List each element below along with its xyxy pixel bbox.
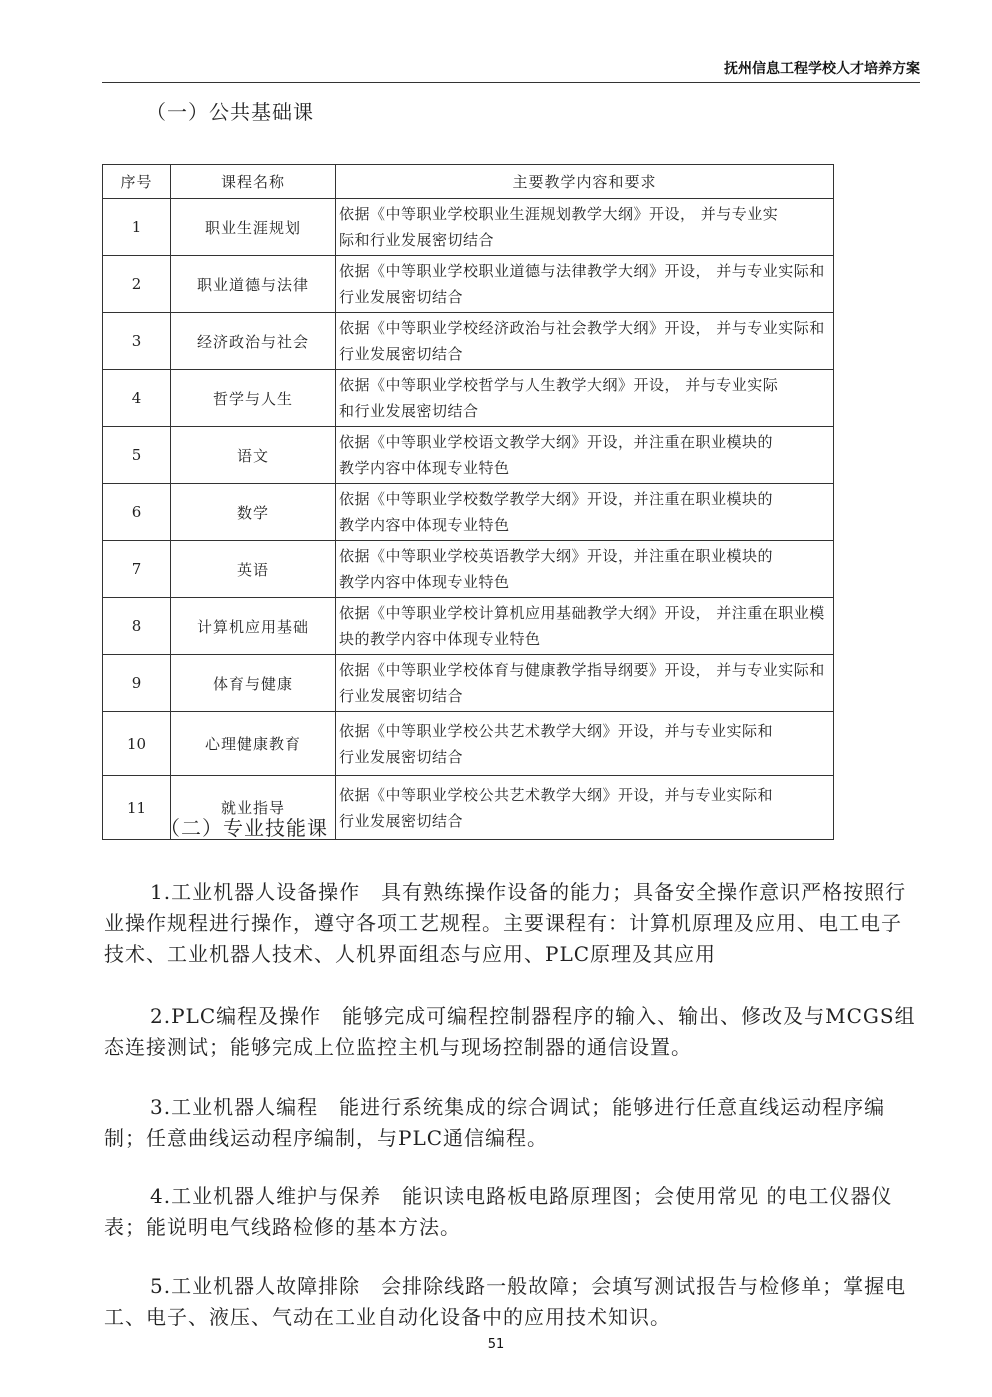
requirement-line: 依据《中等职业学校体育与健康教学指导纲要》开设， 并与专业实际和 (339, 661, 825, 679)
requirement-line: 依据《中等职业学校经济政治与社会教学大纲》开设， 并与专业实际和 (339, 319, 825, 337)
requirement-line: 教学内容中体现专业特色 (339, 516, 510, 534)
course-requirements (336, 598, 834, 655)
table-header-row (103, 165, 834, 199)
requirement-line: 际和行业发展密切结合 (339, 231, 495, 249)
column-header-number: 序号 (103, 165, 171, 199)
course-name: 体育与健康 (171, 655, 336, 712)
requirement-line: 依据《中等职业学校计算机应用基础教学大纲》开设， 并注重在职业模 (339, 604, 825, 622)
table-row (103, 199, 834, 256)
course-name: 计算机应用基础 (171, 598, 336, 655)
header-divider (102, 82, 920, 83)
requirement-line: 依据《中等职业学校数学教学大纲》开设，并注重在职业模块的 (339, 490, 774, 508)
course-requirements (336, 313, 834, 370)
table-row (103, 427, 834, 484)
course-name: 哲学与人生 (171, 370, 336, 427)
requirement-line: 行业发展密切结合 (339, 345, 464, 363)
row-number: 7 (103, 541, 171, 598)
table-row (103, 313, 834, 370)
course-requirements (336, 655, 834, 712)
row-number: 4 (103, 370, 171, 427)
course-requirements (336, 199, 834, 256)
column-header-content-requirements: 主要教学内容和要求 (336, 165, 834, 199)
row-number: 3 (103, 313, 171, 370)
section-heading-public-basic-courses: （一）公共基础课 (146, 100, 314, 124)
requirement-line: 教学内容中体现专业特色 (339, 459, 510, 477)
course-name: 英语 (171, 541, 336, 598)
requirement-line: 和行业发展密切结合 (339, 402, 479, 420)
requirement-line: 依据《中等职业学校职业生涯规划教学大纲》开设， 并与专业实 (339, 205, 779, 223)
requirement-line: 块的教学内容中体现专业特色 (339, 630, 541, 648)
row-number: 8 (103, 598, 171, 655)
course-name: 职业生涯规划 (171, 199, 336, 256)
row-number: 11 (103, 776, 171, 840)
skill-paragraph-plc-programming: 2.PLC编程及操作 能够完成可编程控制器程序的输入、输出、修改及与MCGS组态连接测试；能够完成上位监控主机与现场控制器的通信设置。 (104, 1004, 916, 1059)
row-number: 10 (103, 712, 171, 776)
course-requirements (336, 484, 834, 541)
course-name: 职业道德与法律 (171, 256, 336, 313)
course-table (102, 164, 834, 840)
requirement-line: 行业发展密切结合 (339, 747, 464, 766)
requirement-line: 依据《中等职业学校公共艺术教学大纲》开设，并与专业实际和 (339, 785, 774, 804)
requirement-line: 依据《中等职业学校语文教学大纲》开设，并注重在职业模块的 (339, 433, 774, 451)
document-header-title: 抚州信息工程学校人才培养方案 (724, 61, 920, 77)
course-requirements (336, 712, 834, 776)
requirement-line: 行业发展密切结合 (339, 687, 464, 705)
row-number: 5 (103, 427, 171, 484)
requirement-line: 依据《中等职业学校公共艺术教学大纲》开设，并与专业实际和 (339, 721, 774, 740)
table-row (103, 712, 834, 776)
course-name: 就业指导 (171, 776, 336, 840)
requirement-line: 依据《中等职业学校英语教学大纲》开设，并注重在职业模块的 (339, 547, 774, 565)
column-header-course-name: 课程名称 (171, 165, 336, 199)
course-name: 数学 (171, 484, 336, 541)
row-number: 9 (103, 655, 171, 712)
skill-paragraph-robot-maintenance: 4.工业机器人维护与保养 能识读电路板电路原理图；会使用常见 的电工仪器仪表；能说明电气线路检修的基本方法。 (104, 1184, 893, 1239)
course-name: 经济政治与社会 (171, 313, 336, 370)
requirement-line: 依据《中等职业学校职业道德与法律教学大纲》开设， 并与专业实际和 (339, 262, 825, 280)
course-requirements (336, 776, 834, 840)
requirement-line: 行业发展密切结合 (339, 811, 464, 830)
skill-paragraph-robot-operation: 1.工业机器人设备操作 具有熟练操作设备的能力；具备安全操作意识严格按照行业操作规程进行操作，遵守各项工艺规程。主要课程有：计算机原理及应用、电工电子技术、工业机器人技术、人机界面组态与应用、PLC原理及其应用 (104, 880, 907, 966)
course-requirements (336, 256, 834, 313)
course-name: 语文 (171, 427, 336, 484)
course-name: 心理健康教育 (171, 712, 336, 776)
table-row (103, 256, 834, 313)
skill-paragraph-robot-troubleshooting: 5.工业机器人故障排除 会排除线路一般故障；会填写测试报告与检修单；掌握电工、电子、液压、气动在工业自动化设备中的应用技术知识。 (104, 1274, 907, 1329)
course-requirements (336, 427, 834, 484)
page-number: 51 (487, 1337, 505, 1352)
table-row (103, 370, 834, 427)
requirement-line: 行业发展密切结合 (339, 288, 464, 306)
course-requirements (336, 370, 834, 427)
course-requirements (336, 541, 834, 598)
table-row (103, 541, 834, 598)
requirement-line: 依据《中等职业学校哲学与人生教学大纲》开设， 并与专业实际 (339, 376, 779, 394)
section-heading-professional-skill-courses: （二）专业技能课 (160, 816, 328, 840)
row-number: 6 (103, 484, 171, 541)
table-row (103, 484, 834, 541)
table-row (103, 655, 834, 712)
row-number: 2 (103, 256, 171, 313)
row-number: 1 (103, 199, 171, 256)
skill-paragraph-robot-programming: 3.工业机器人编程 能进行系统集成的综合调试；能够进行任意直线运动程序编制；任意曲线运动程序编制，与PLC通信编程。 (104, 1095, 886, 1150)
requirement-line: 教学内容中体现专业特色 (339, 573, 510, 591)
table-row (103, 598, 834, 655)
